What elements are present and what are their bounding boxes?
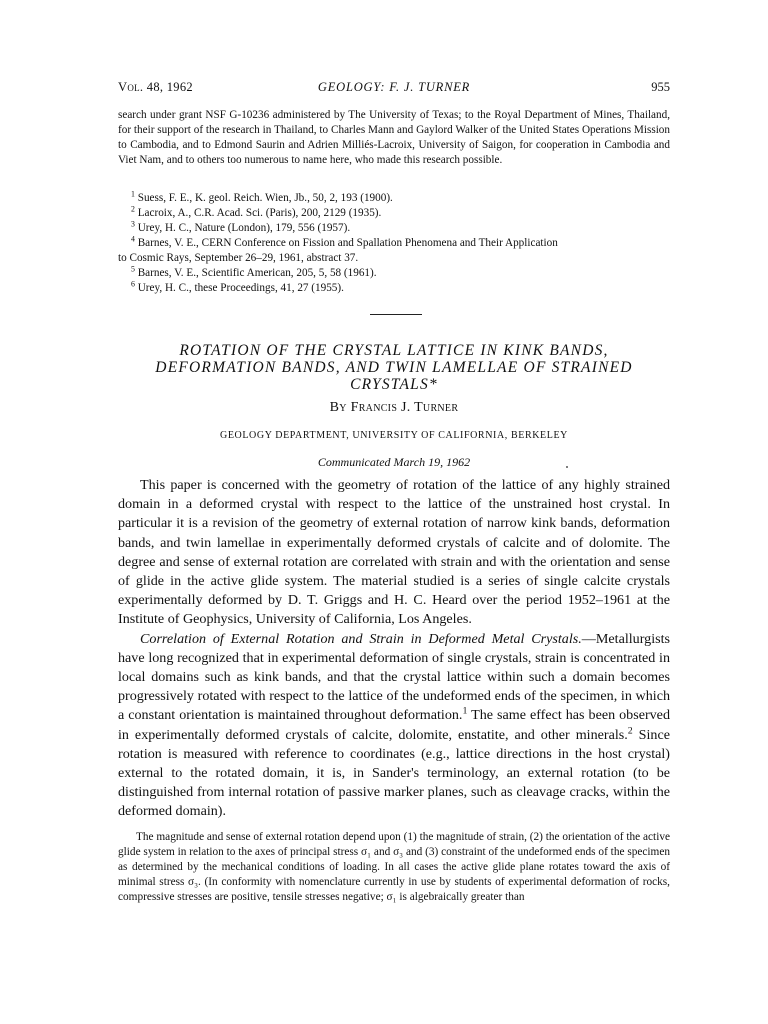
- reference-item: [118, 221, 670, 236]
- reference-text: Barnes, V. E., Scientific American, 205, 5, 58 (1961).: [137, 267, 377, 279]
- reference-number: 4: [131, 234, 135, 244]
- reference-text: Urey, H. C., Nature (London), 179, 556 (1957).: [137, 222, 351, 234]
- article-title: [130, 342, 658, 393]
- paragraph-text: —Metallurgists have long recognized that in experimental deformation of single crystals, strain is concentrated in local domains such as kink bands, and that the crystal lattice within such a domain becomes progressively rotated with respect to the lattice of the undeformed ends of the specimen, in which a constant orientation is maintained throughout deformation.: [118, 630, 670, 724]
- citation-marker: 2: [627, 724, 633, 736]
- paragraph-text: The same effect has been observed in experimentally deformed crystals of calcite, dolomite, enstatite, and other minerals.: [118, 707, 670, 743]
- reference-item: [118, 236, 670, 251]
- small-print-paragraph: The magnitude and sense of external rotation depend upon (1) the magnitude of strain, (2) the orientation of the active glide system in relation to the axes of principal stress σ₁ and σ₃ and (3) constraint of the undeformed ends of the specimen as determined by the mechanical conditions of loading. In all cases the active glide plane rotates toward the axis of minimal stress σ₃. (In conformity with nomenclature currently in use by students of experimental deformation of rocks, compressive stresses are positive, tensile stresses negative; σ₁ is algebraically greater than: [118, 831, 670, 903]
- title-line: DEFORMATION BANDS, AND TWIN LAMELLAE OF STRAINED: [155, 359, 633, 376]
- citation-marker: 1: [462, 705, 468, 717]
- section-heading: Correlation of External Rotation and Strain in Deformed Metal Crystals.: [140, 630, 582, 647]
- reference-continuation: to Cosmic Rays, September 26–29, 1961, abstract 37.: [118, 252, 359, 264]
- reference-number: 5: [131, 264, 135, 274]
- print-speck: [566, 466, 568, 468]
- reference-number: 3: [131, 219, 135, 229]
- body-paragraph: [118, 630, 670, 822]
- reference-item: [118, 266, 670, 281]
- section-divider: [370, 314, 422, 315]
- author-affiliation: GEOLOGY DEPARTMENT, UNIVERSITY OF CALIFORNIA, BERKELEY: [220, 430, 568, 441]
- reference-number: 2: [131, 204, 135, 214]
- acknowledgement-text: search under grant NSF G-10236 administered by The University of Texas; to the Royal Department of Mines, Thailand, for their support of the research in Thailand, to Charles Mann and Gaylord Walker of the United States Operations Mission to Cambodia, and to Edmond Saurin and Adrien Milliés-Lacroix, University of Saigon, for cooperation in Cambodia and Viet Nam, and to others too numerous to name here, who made this research possible.: [118, 109, 670, 166]
- reference-text: Suess, F. E., K. geol. Reich. Wien, Jb., 50, 2, 193 (1900).: [137, 192, 393, 204]
- communicated-date: Communicated March 19, 1962: [317, 455, 471, 469]
- reference-number: 1: [131, 189, 135, 199]
- paragraph-text: Since rotation is measured with reference to coordinates (e.g., lattice directions in the host crystal) external to the rotated domain, it is, in Sander's terminology, an external rotation (to be distinguished from internal rotation of passive marker planes, such as cleavage cracks, within the deformed domain).: [118, 726, 670, 820]
- reference-text: Lacroix, A., C.R. Acad. Sci. (Paris), 200, 2129 (1935).: [137, 207, 382, 219]
- title-line: CRYSTALS*: [350, 376, 438, 393]
- body-paragraph: This paper is concerned with the geometry of rotation of the lattice of any highly strained domain in a deformed crystal with respect to the lattice of the unstrained host crystal. In particular it is a revision of the geometry of external rotation of narrow kink bands, deformation bands, and twin lamellae in experimentally deformed crystals of calcite and of dolomite. The degree and sense of external rotation are correlated with strain and with the orientation and sense of glide in the active glide system. The material studied is a series of single calcite crystals experimentally deformed by D. T. Griggs and H. C. Heard over the period 1952–1961 at the Institute of Geophysics, University of California, Los Angeles.: [118, 477, 670, 628]
- reference-item: [118, 191, 670, 206]
- small-print-section: [118, 830, 670, 905]
- reference-item: [118, 281, 670, 296]
- title-line: ROTATION OF THE CRYSTAL LATTICE IN KINK BANDS,: [179, 342, 609, 359]
- reference-list: [118, 191, 670, 296]
- reference-number: 6: [131, 279, 135, 289]
- reference-text: Urey, H. C., these Proceedings, 41, 27 (1955).: [137, 282, 344, 294]
- reference-item: [118, 206, 670, 221]
- page-number: 955: [651, 80, 670, 94]
- author-byline: By Francis J. Turner: [329, 400, 459, 415]
- volume-label: Vol. 48, 1962: [118, 80, 193, 94]
- article-body: [118, 476, 670, 822]
- running-title: GEOLOGY: F. J. TURNER: [317, 80, 471, 94]
- running-header: [118, 80, 670, 98]
- reference-text: Barnes, V. E., CERN Conference on Fission and Spallation Phenomena and Their Application: [137, 237, 558, 249]
